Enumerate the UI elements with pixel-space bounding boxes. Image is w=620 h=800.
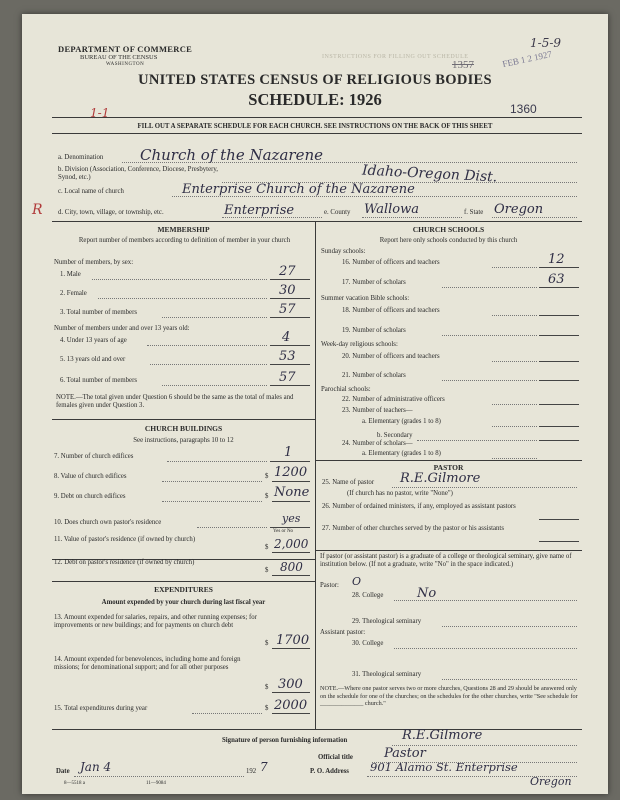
q6-label: 6. Total number of members [60,377,137,384]
q8-dollar: $ [265,473,269,480]
q2-line [270,298,310,299]
county-label: e. County [324,209,351,216]
q26-label: 26. Number of ordained ministers, if any, employed as assistant pastors [322,503,516,510]
q5-value: 53 [279,349,296,364]
q23-label: 23. Number of teachers— [342,407,413,414]
q7-label: 7. Number of church edifices [54,453,134,460]
q23a-label: a. Elementary (grades 1 to 8) [362,418,441,425]
schools-subtitle: Report here only schools conducted by this church [379,237,518,244]
q23a-dots [492,426,537,427]
q4-label: 4. Under 13 years of age [60,337,127,344]
q5-line [270,364,310,365]
grid-rule-bottom [52,729,582,730]
pastor-red-mark: O [352,575,362,588]
year-value: 7 [260,760,268,774]
q28-label: 28. College [352,592,384,599]
q25-line [392,487,577,488]
official-title-label: Official title [318,754,353,761]
q19-dots [442,335,537,336]
local-name-label: c. Local name of church [58,188,124,195]
q3-dots [162,317,267,318]
q14-label: 14. Amount expended for benevolences, including home and foreign missions; for denominational support; and for all other purposes [54,656,241,671]
q23b-label: b. Secondary [377,432,413,439]
q4-dots [147,345,267,346]
county-line [362,217,462,218]
q29-label: 29. Theological seminary [352,618,422,625]
q9-label: 9. Debt on church edifices [54,493,126,500]
q23a-line [539,426,579,427]
q11-line [272,552,310,553]
q10-label: 10. Does church own pastor's residence [54,519,162,526]
instructions-line: FILL OUT A SEPARATE SCHEDULE FOR EACH CHURCH. SEE INSTRUCTIONS ON THE BACK OF THIS SHEET [137,123,493,130]
q11-label: 11. Value of pastor's residence (if owned by church) [54,536,196,543]
q20-label: 20. Number of officers and teachers [342,353,440,360]
q7-dots [167,461,267,462]
q24a-label: a. Elementary (grades 1 to 8) [362,450,441,457]
county-value: Wallowa [364,202,420,217]
q6-dots [162,385,267,386]
washington-heading: WASHINGTON [106,62,145,67]
date-line [74,776,244,777]
q14-line [272,692,310,693]
date-value: Jan 4 [80,760,112,774]
graduate-note: If pastor (or assistant pastor) is a graduate of a college or theological seminary, give name of institution below. (If not a graduate, write "No" in the space indicated.) [320,553,572,568]
rule-above-pastor [315,460,582,461]
q5-label: 5. 13 years old and over [60,356,126,363]
q20-dots [492,361,537,362]
q25-label: 25. Name of pastor [322,479,375,486]
print-number: 11—9084 [146,781,166,786]
form-title: UNITED STATES CENSUS OF RELIGIOUS BODIES [138,72,492,88]
q30-line [394,648,577,649]
q13-dollar: $ [265,640,269,647]
q22-label: 22. Number of administrative officers [342,396,445,403]
rule-above-buildings [52,419,315,420]
census-schedule-sheet [22,14,608,794]
q17-line [539,287,579,288]
q13-value: 1700 [276,633,310,648]
division-value: Idaho-Oregon Dist. [361,162,498,186]
state-line [492,217,577,218]
q15-value: 2000 [274,698,308,713]
q17-label: 17. Number of scholars [342,279,406,286]
q15-dollar: $ [265,705,269,712]
membership-note: NOTE.—The total given under Question 6 should be the same as the total of males and females given under Question 3. [56,394,294,409]
department-heading: DEPARTMENT OF COMMERCE [58,44,193,54]
q30-label: 30. College [352,640,384,647]
q22-line [539,404,579,405]
q1-value: 27 [279,264,296,279]
red-mark-r: R [32,202,43,218]
weekday-schools-label: Week-day religious schools: [321,341,398,348]
q23b-line [539,440,579,441]
q29-line [442,626,577,627]
buildings-subtitle: See instructions, paragraphs 10 to 12 [133,437,234,444]
pastor-title: PASTOR [433,463,464,472]
q11-value: 2,000 [274,537,309,551]
q13-label: 13. Amount expended for salaries, repairs, and other running expenses; for improvements or new buildings; and for payments on church debt [54,614,257,629]
city-label: d. City, town, village, or township, etc. [58,209,164,216]
age-label: Number of members under and over 13 years old: [54,325,190,332]
q19-label: 19. Number of scholars [342,327,406,334]
q17-dots [442,287,537,288]
q3-label: 3. Total number of members [60,309,137,316]
state-label: f. State [464,209,484,216]
signature-value: R.E.Gilmore [402,728,483,743]
header-rule-bottom [52,133,582,134]
q12-line [272,575,310,576]
q22-dots [492,404,537,405]
q14-value: 300 [278,677,303,692]
q7-value: 1 [284,445,293,460]
q20-line [539,361,579,362]
q5-dots [150,364,267,365]
q21-line [539,380,579,381]
q16-line [539,267,579,268]
q28-value: No [417,586,437,601]
grid-rule-center [315,221,316,729]
header-rule-top [52,117,582,118]
q12-label: 12. Debt on pastor's residence (if owned by church) [54,559,195,566]
local-name-value: Enterprise Church of the Nazarene [182,182,415,197]
q8-dots [162,481,262,482]
city-value: Enterprise [224,203,295,218]
q2-value: 30 [279,283,296,298]
state-value: Oregon [494,202,544,217]
grid-rule-top [52,221,582,222]
q23b-dots [417,440,537,441]
corner-date-note: 1-5-9 [530,36,562,50]
membership-subtitle: Report number of members according to definition of member in your church [78,237,291,244]
q6-line [270,385,310,386]
q9-value: None [274,485,310,500]
q26-line [539,519,579,520]
q11-dollar: $ [265,544,269,551]
by-sex-label: Number of members, by sex: [54,259,134,266]
schools-title: CHURCH SCHOOLS [412,225,485,234]
q24-label: 24. Number of scholars— [342,440,413,447]
red-mark-1-1: 1-1 [90,106,110,120]
q27-label: 27. Number of other churches served by the pastor or his assistants [322,525,504,532]
assistant-pastor-label: Assistant pastor: [320,629,366,636]
address-value-2: Oregon [530,775,572,788]
sunday-schools-label: Sunday schools: [321,248,366,255]
summer-schools-label: Summer vacation Bible schools: [321,295,410,302]
q18-dots [492,315,537,316]
denomination-value: Church of the Nazarene [140,146,323,164]
q19-line [539,335,579,336]
date-label: Date [56,768,70,775]
q25-value: R.E.Gilmore [400,471,481,486]
q17-value: 63 [548,272,565,287]
q4-line [270,345,310,346]
q21-label: 21. Number of scholars [342,372,406,379]
q2-label: 2. Female [60,290,87,297]
expenditures-subtitle: Amount expended by your church during last fiscal year [101,599,266,606]
q3-line [270,317,310,318]
q2-dots [98,298,267,299]
buildings-title: CHURCH BUILDINGS [144,424,223,433]
q8-line [272,481,310,482]
q16-label: 16. Number of officers and teachers [342,259,440,266]
q8-value: 1200 [274,465,308,480]
pastor-note: NOTE.—Where one pastor serves two or more churches, Questions 28 and 29 should be answered only on the schedule for one of the churches; on the schedules for the other churches, write "See schedule for ______________ church." [320,685,578,707]
q21-dots [442,380,537,381]
received-date-stamp: FEB 1 2 1927 [501,48,553,70]
expenditures-title: EXPENDITURES [154,585,213,594]
q25-note: (If church has no pastor, write "None") [347,490,453,497]
schedule-number-stamp: 1360 [510,102,537,116]
year-prefix: 192 [246,768,257,775]
address-label: P. O. Address [310,768,349,775]
q15-line [272,713,310,714]
q3-value: 57 [279,302,296,317]
q4-value: 4 [282,330,291,345]
q18-line [539,315,579,316]
q9-dollar: $ [265,493,269,500]
q7-line [270,461,310,462]
q1-label: 1. Male [60,271,81,278]
address-value: 901 Alamo St. Enterprise [370,760,518,774]
parochial-schools-label: Parochial schools: [321,386,371,393]
crossed-number-stamp: 1357 [452,59,474,71]
q14-dollar: $ [265,684,269,691]
q9-line [272,501,310,502]
schedule-title: SCHEDULE: 1926 [248,90,382,109]
yes-no-hint: Yes or No [273,529,294,534]
q16-value: 12 [548,252,565,267]
q18-label: 18. Number of officers and teachers [342,307,440,314]
q8-label: 8. Value of church edifices [54,473,127,480]
q12-value: 800 [280,560,303,574]
q12-dollar: $ [265,567,269,574]
q27-line [539,541,579,542]
q9-dots [162,501,262,502]
signature-label: Signature of person furnishing information [222,737,348,744]
q1-dots [92,279,267,280]
q6-value: 57 [279,370,296,385]
q10-value: yes [282,512,301,525]
q31-label: 31. Theological seminary [352,671,422,678]
q13-line [272,648,310,649]
rule-expenditures-header [52,581,315,582]
faint-bleed-through-text: INSTRUCTIONS FOR FILLING OUT SCHEDULE [322,54,469,60]
q1-line [270,279,310,280]
q10-dots [197,527,267,528]
rule-above-graduate [315,550,582,551]
division-label: b. Division (Association, Conference, Diocese, Presbytery, Synod, etc.) [58,166,219,181]
q24a-dots [492,458,537,459]
pastor-sub-label: Pastor: [320,582,339,589]
q15-dots [192,713,262,714]
denomination-label: a. Denomination [58,154,104,161]
official-title-value: Pastor [384,746,426,761]
membership-title: MEMBERSHIP [157,225,210,234]
form-number: 8—5518 a [64,781,85,786]
q15-label: 15. Total expenditures during year [54,705,148,712]
q31-line [442,679,577,680]
q16-dots [492,267,537,268]
bureau-heading: BUREAU OF THE CENSUS [80,54,158,61]
